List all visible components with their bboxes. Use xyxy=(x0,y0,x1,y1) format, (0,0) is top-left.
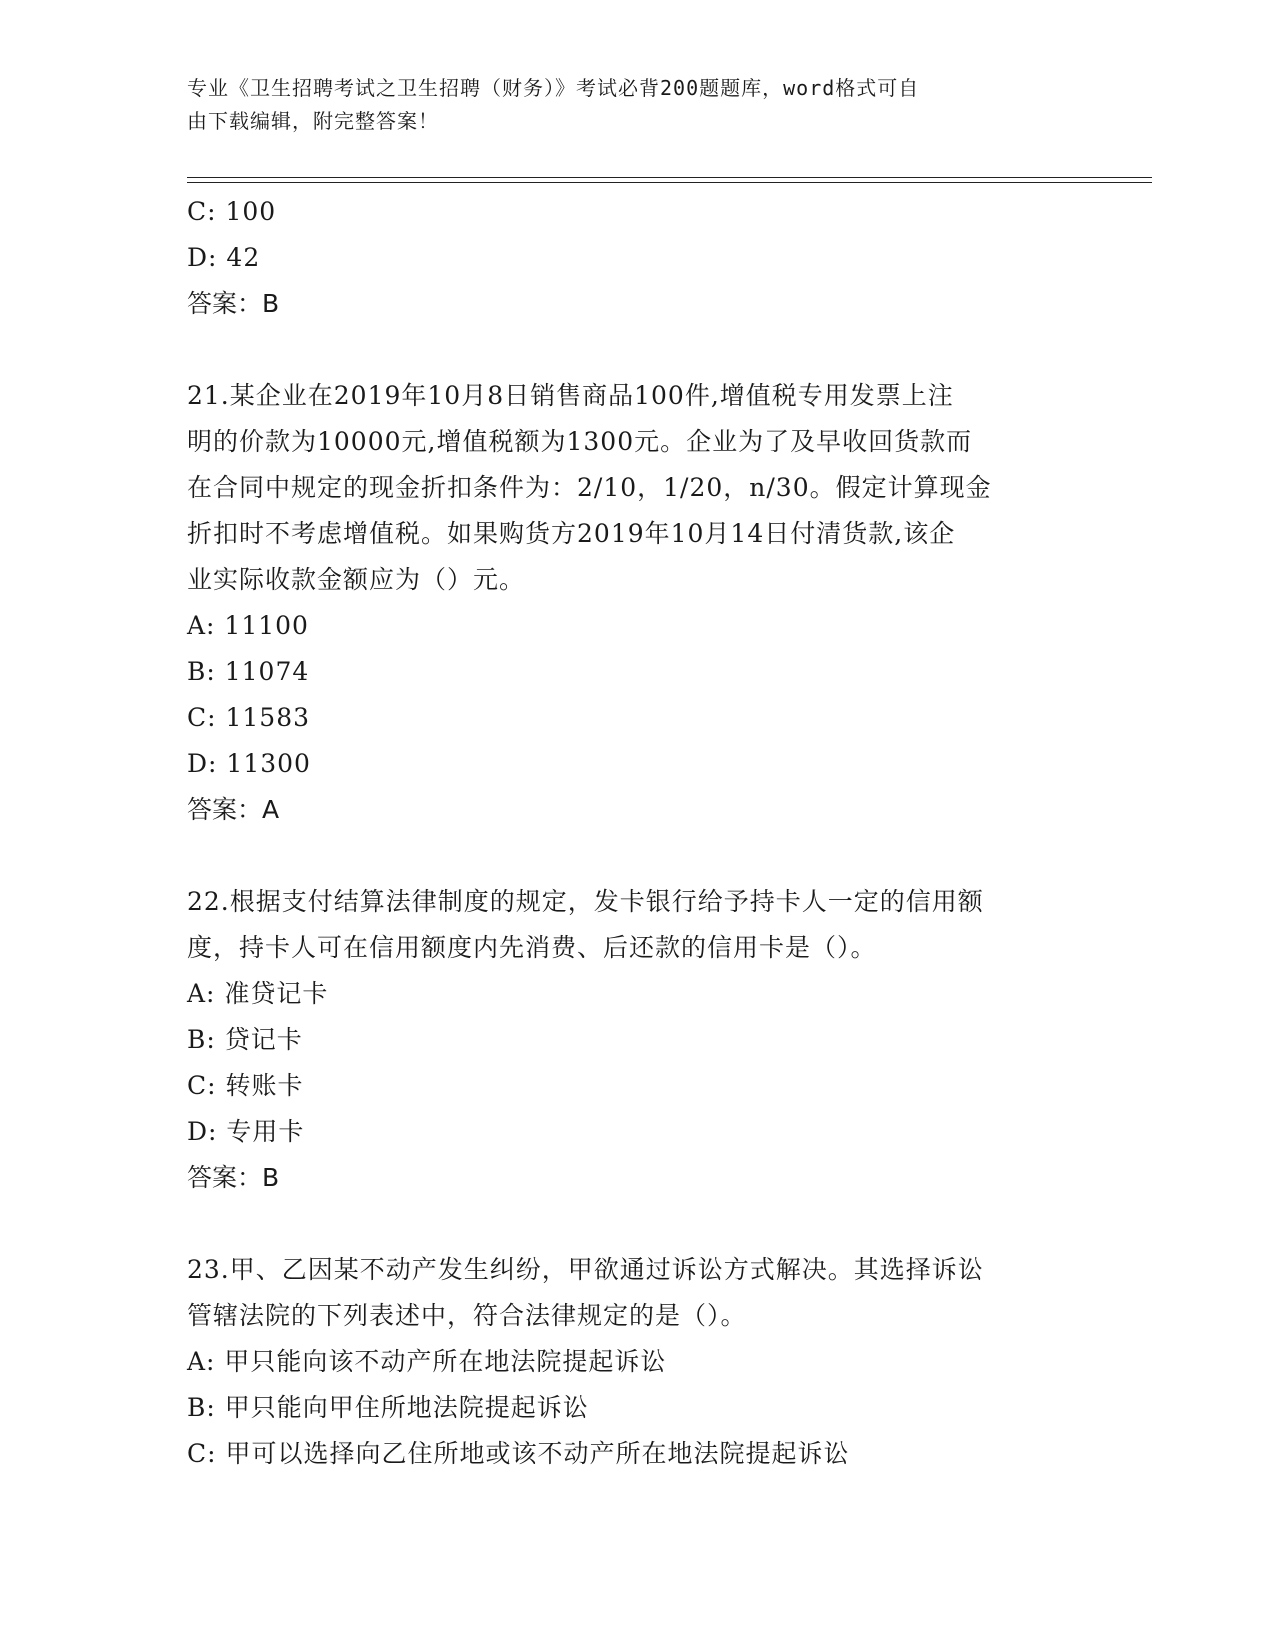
question-stem-line: 23.甲、乙因某不动产发生纠纷，甲欲通过诉讼方式解决。其选择诉讼 xyxy=(187,1255,984,1284)
option-c: C: 100 xyxy=(187,197,277,226)
question-22 xyxy=(187,879,1087,1201)
spacer xyxy=(187,327,1087,373)
question-stem-line: 21.某企业在2019年10月8日销售商品100件,增值税专用发票上注 xyxy=(187,381,954,410)
option-b: B: 贷记卡 xyxy=(187,1025,303,1054)
spacer xyxy=(187,1201,1087,1247)
option-d: D: 42 xyxy=(187,243,261,272)
header-title-line-1: 专业《卫生招聘考试之卫生招聘（财务）》考试必背200题题库，word格式可自 xyxy=(187,76,920,100)
answer-line: 答案：A xyxy=(187,795,280,824)
question-stem-line: 业实际收款金额应为（）元。 xyxy=(187,565,526,594)
answer-line: 答案：B xyxy=(187,289,280,318)
option-c: C: 11583 xyxy=(187,703,311,732)
question-stem xyxy=(187,1247,1077,1339)
question-stem-line: 在合同中规定的现金折扣条件为：2/10，1/20，n/30。假定计算现金 xyxy=(187,473,992,502)
question-stem xyxy=(187,879,1077,971)
header-divider-top xyxy=(187,177,1152,178)
header-title-line-2: 由下载编辑，附完整答案！ xyxy=(187,109,439,133)
question-23 xyxy=(187,1247,1087,1477)
question-stem-line: 管辖法院的下列表述中，符合法律规定的是（）。 xyxy=(187,1301,747,1330)
question-list xyxy=(187,189,1087,1477)
option-c: C: 甲可以选择向乙住所地或该不动产所在地法院提起诉讼 xyxy=(187,1439,850,1468)
question-stem xyxy=(187,373,1077,603)
document-header xyxy=(187,72,1087,138)
option-a: A: 甲只能向该不动产所在地法院提起诉讼 xyxy=(187,1347,667,1376)
option-d: D: 专用卡 xyxy=(187,1117,305,1146)
option-b: B: 甲只能向甲住所地法院提起诉讼 xyxy=(187,1393,589,1422)
header-divider-bottom xyxy=(187,182,1152,183)
question-stem-line: 度，持卡人可在信用额度内先消费、后还款的信用卡是（）。 xyxy=(187,933,877,962)
option-d: D: 11300 xyxy=(187,749,311,778)
question-21 xyxy=(187,373,1087,833)
question-stem-line: 22.根据支付结算法律制度的规定，发卡银行给予持卡人一定的信用额 xyxy=(187,887,984,916)
question-20 xyxy=(187,189,1087,327)
option-a: A: 准贷记卡 xyxy=(187,979,329,1008)
option-c: C: 转账卡 xyxy=(187,1071,304,1100)
question-stem-line: 折扣时不考虑增值税。如果购货方2019年10月14日付清货款,该企 xyxy=(187,519,956,548)
spacer xyxy=(187,833,1087,879)
option-a: A: 11100 xyxy=(187,611,309,640)
option-b: B: 11074 xyxy=(187,657,310,686)
question-stem-line: 明的价款为10000元,增值税额为1300元。企业为了及早收回货款而 xyxy=(187,427,973,456)
answer-line: 答案：B xyxy=(187,1163,280,1192)
